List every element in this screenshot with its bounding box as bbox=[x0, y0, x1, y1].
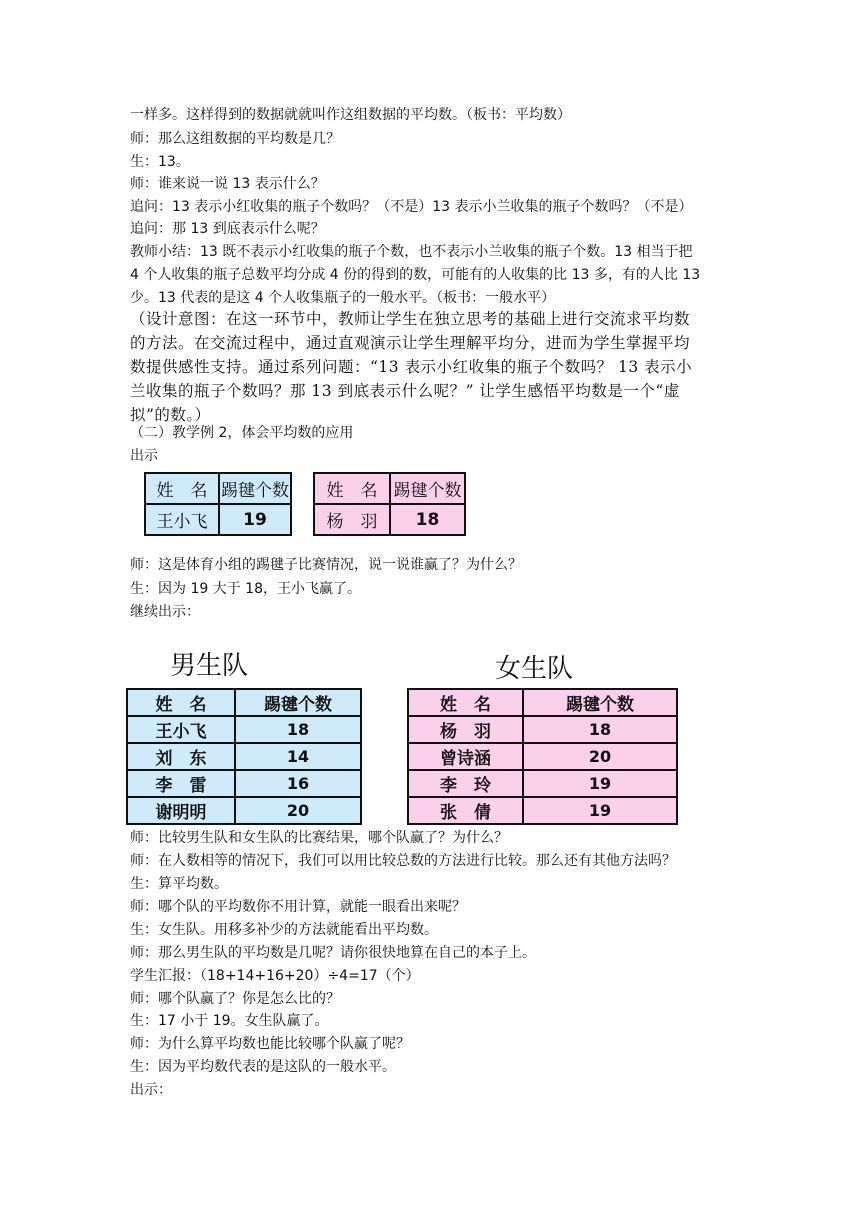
cell-count: 16 bbox=[235, 770, 361, 797]
text-line: 出示： bbox=[130, 1082, 172, 1098]
header-cell-name: 姓 名 bbox=[408, 689, 523, 716]
text-line: 继续出示： bbox=[130, 604, 200, 620]
text-line: 4 个人收集的瓶子总数平均分成 4 份的得到的数，可能有的人收集的比 13 多，有的人比 13 bbox=[130, 267, 701, 283]
cell-count: 19 bbox=[523, 770, 677, 797]
cell-name: 王小飞 bbox=[145, 504, 219, 535]
cell-name: 杨 羽 bbox=[408, 716, 523, 743]
text-line: 教师小结：13 既不表示小红收集的瓶子个数，也不表示小兰收集的瓶子个数。13 相当于把 bbox=[130, 244, 693, 260]
text-line: 生：因为 19 大于 18，王小飞赢了。 bbox=[130, 581, 361, 597]
design-intent-line: 兰收集的瓶子个数吗？那 13 到底表示什么呢？” 让学生感悟平均数是一个“虚 bbox=[130, 382, 680, 400]
cell-name: 杨 羽 bbox=[314, 504, 390, 535]
cell-name: 刘 东 bbox=[127, 743, 235, 770]
table-header-row bbox=[145, 473, 291, 504]
design-intent-line: （设计意图：在这一环节中，教师让学生在独立思考的基础上进行交流求平均数 bbox=[130, 310, 691, 328]
section-heading: （二）教学例 2，体会平均数的应用 bbox=[130, 425, 354, 441]
text-line: 师：哪个队赢了？你是怎么比的？ bbox=[130, 991, 340, 1007]
design-intent-line: 的方法。在交流过程中，通过直观演示让学生理解平均分，进而为学生掌握平均 bbox=[130, 334, 691, 352]
cell-count: 18 bbox=[235, 716, 361, 743]
table-header-row bbox=[314, 473, 465, 504]
show-label: 出示 bbox=[130, 448, 158, 464]
text-line: 生：算平均数。 bbox=[130, 876, 228, 892]
table-row bbox=[408, 716, 677, 743]
cell-name: 谢明明 bbox=[127, 797, 235, 824]
table-row bbox=[408, 743, 677, 770]
text-line: 一样多。这样得到的数据就就叫作这组数据的平均数。（板书：平均数） bbox=[130, 107, 571, 123]
text-line: 生：女生队。用移多补少的方法就能看出平均数。 bbox=[130, 922, 438, 938]
text-line: 师：那么这组数据的平均数是几？ bbox=[130, 131, 340, 147]
header-cell-count: 踢毽个数 bbox=[390, 473, 465, 504]
text-line: 追问：那 13 到底表示什么呢？ bbox=[130, 221, 325, 237]
header-cell-name: 姓 名 bbox=[127, 689, 235, 716]
score-table-yang bbox=[313, 472, 466, 536]
table-header-row bbox=[408, 689, 677, 716]
text-line: 生：因为平均数代表的是这队的一般水平。 bbox=[130, 1059, 396, 1075]
header-cell-count: 踢毽个数 bbox=[235, 689, 361, 716]
text-line: 师：比较男生队和女生队的比赛结果，哪个队赢了？为什么？ bbox=[130, 830, 508, 846]
cell-count: 20 bbox=[235, 797, 361, 824]
header-cell-name: 姓 名 bbox=[145, 473, 219, 504]
table-header-row bbox=[127, 689, 361, 716]
text-line: 师：哪个队的平均数你不用计算，就能一眼看出来呢？ bbox=[130, 899, 466, 915]
table-row bbox=[408, 797, 677, 824]
girls-team-table bbox=[407, 688, 678, 825]
text-line: 生：13。 bbox=[130, 154, 190, 170]
cell-count: 19 bbox=[523, 797, 677, 824]
cell-count: 14 bbox=[235, 743, 361, 770]
cell-count: 19 bbox=[219, 504, 291, 535]
cell-name: 张 倩 bbox=[408, 797, 523, 824]
design-intent-paragraph bbox=[130, 307, 730, 427]
text-line: 学生汇报：（18+14+16+20）÷4=17（个） bbox=[130, 968, 420, 984]
text-line: 师：为什么算平均数也能比较哪个队赢了呢？ bbox=[130, 1036, 410, 1052]
cell-name: 曾诗涵 bbox=[408, 743, 523, 770]
table-row bbox=[145, 504, 291, 535]
cell-count: 20 bbox=[523, 743, 677, 770]
table-row bbox=[127, 797, 361, 824]
design-intent-line: 拟”的数。） bbox=[130, 406, 211, 424]
table-row bbox=[127, 743, 361, 770]
text-line: 生：17 小于 19。女生队赢了。 bbox=[130, 1013, 329, 1029]
header-cell-count: 踢毽个数 bbox=[219, 473, 291, 504]
text-line: 师：这是体育小组的踢毽子比赛情况，说一说谁赢了？为什么？ bbox=[130, 557, 522, 573]
header-cell-name: 姓 名 bbox=[314, 473, 390, 504]
cell-count: 18 bbox=[390, 504, 465, 535]
header-cell-count: 踢毽个数 bbox=[523, 689, 677, 716]
table-row bbox=[127, 770, 361, 797]
text-line: 少。13 代表的是这 4 个人收集瓶子的一般水平。（板书：一般水平） bbox=[130, 290, 556, 306]
cell-name: 李 雷 bbox=[127, 770, 235, 797]
text-line: 师：谁来说一说 13 表示什么？ bbox=[130, 176, 325, 192]
text-line: 追问：13 表示小红收集的瓶子个数吗？（不是）13 表示小兰收集的瓶子个数吗？（不是） bbox=[130, 199, 693, 215]
boys-team-title: 男生队 bbox=[170, 651, 249, 681]
text-line: 师：在人数相等的情况下，我们可以用比较总数的方法进行比较。那么还有其他方法吗？ bbox=[130, 853, 676, 869]
girls-team-title: 女生队 bbox=[495, 654, 574, 684]
cell-name: 王小飞 bbox=[127, 716, 235, 743]
table-row bbox=[127, 716, 361, 743]
cell-name: 李 玲 bbox=[408, 770, 523, 797]
table-row bbox=[314, 504, 465, 535]
cell-count: 18 bbox=[523, 716, 677, 743]
table-row bbox=[408, 770, 677, 797]
boys-team-table bbox=[126, 688, 362, 825]
score-table-wang bbox=[144, 472, 292, 536]
design-intent-line: 数提供感性支持。通过系列问题：“13 表示小红收集的瓶子个数吗？ 13 表示小 bbox=[130, 358, 693, 376]
text-line: 师：那么男生队的平均数是几呢？请你很快地算在自己的本子上。 bbox=[130, 945, 536, 961]
